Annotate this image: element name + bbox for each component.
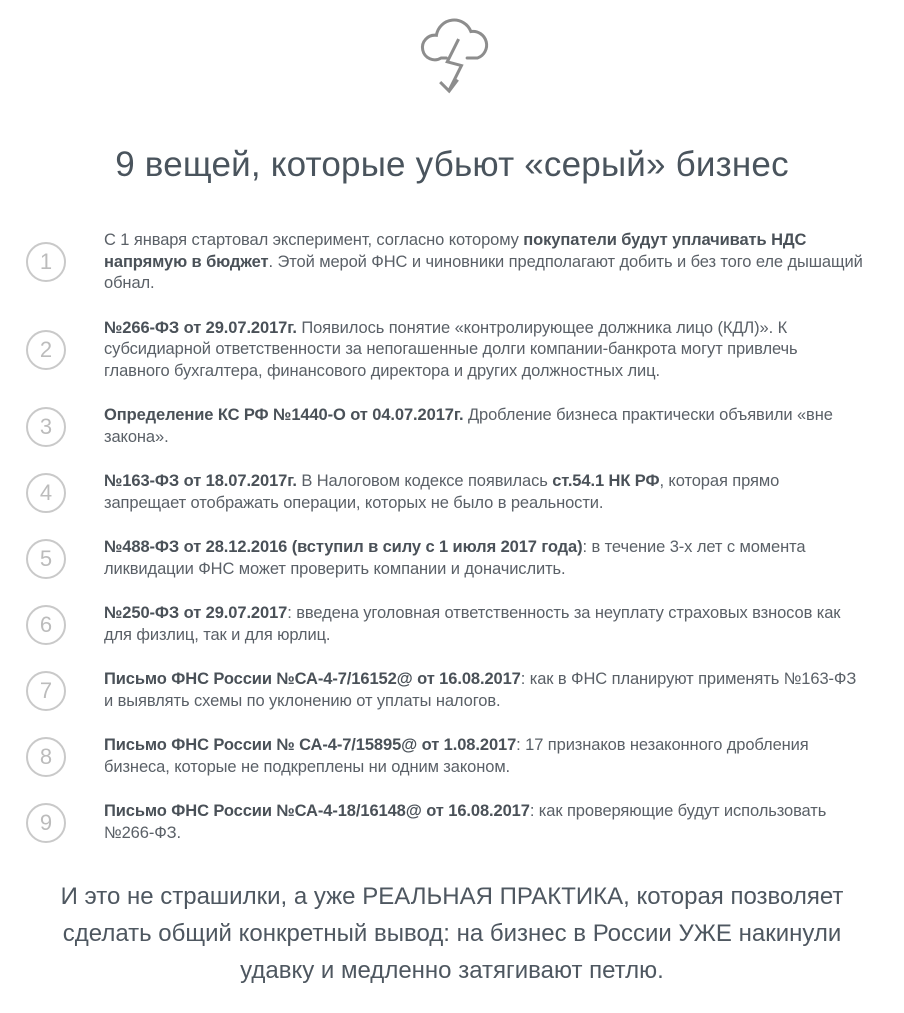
item-number-badge: 6	[26, 605, 66, 645]
item-number-badge: 5	[26, 539, 66, 579]
item-number-badge: 9	[26, 803, 66, 843]
text-segment: Дробление бизнеса практически объявили «вне закона».	[104, 406, 833, 446]
cloud-lightning-icon	[0, 0, 904, 110]
text-segment: С 1 января стартовал эксперимент, согласно которому	[104, 231, 524, 249]
item-number-badge: 1	[26, 242, 66, 282]
text-segment-bold: покупатели будут уплачивать НДС напрямую в бюджет	[104, 231, 807, 271]
text-segment-bold: Определение КС РФ №1440-О от 04.07.2017г.	[104, 406, 468, 424]
list-item	[26, 537, 864, 580]
item-number-badge: 3	[26, 407, 66, 447]
item-text	[104, 801, 864, 844]
item-text	[104, 603, 864, 646]
text-segment: . Этой мерой ФНС и чиновники предполагают добить и без того еле дышащий обнал.	[104, 252, 863, 292]
item-number-badge: 4	[26, 473, 66, 513]
list-item	[26, 735, 864, 778]
text-segment-bold: ст.54.1 НК РФ	[552, 472, 660, 490]
list-item	[26, 471, 864, 514]
item-text	[104, 537, 864, 580]
list-item	[26, 669, 864, 712]
text-segment: : как в ФНС планируют применять №163-ФЗ и выявлять схемы по уклонению от уплаты налогов.	[104, 670, 857, 710]
item-text	[104, 405, 864, 448]
list-item	[26, 230, 864, 295]
text-segment: , которая прямо запрещает отображать операции, которых не было в реальности.	[104, 472, 780, 512]
text-segment: : в течение 3-х лет с момента ликвидации ФНС может проверить компании и доначислить.	[104, 538, 806, 578]
page-title: 9 вещей, которые убьют «серый» бизнес	[115, 145, 789, 184]
conclusion-text: И это не страшилки, а уже РЕАЛЬНАЯ ПРАКТИКА, которая позволяет сделать общий конкретный вывод: на бизнес в России УЖЕ накинули удавку и медленно затягивают петлю.	[60, 883, 844, 984]
list-item	[26, 405, 864, 448]
list-item	[26, 801, 864, 844]
text-segment-bold: №488-ФЗ от 28.12.2016 (вступил в силу с 1 июля 2017 года)	[104, 538, 583, 556]
text-segment-bold: №266-ФЗ от 29.07.2017г.	[104, 318, 302, 337]
text-segment: : введена уголовная ответственность за неуплату страховых взносов как для физлиц, так и для юрлиц.	[104, 604, 841, 644]
list-item	[26, 603, 864, 646]
text-segment-bold: Письмо ФНС России № СА-4-7/15895@ от 1.08.2017	[104, 736, 517, 754]
item-number-badge: 2	[26, 330, 66, 370]
text-segment-bold: №163-ФЗ от 18.07.2017г.	[104, 472, 302, 490]
text-segment-bold: Письмо ФНС России №СА-4-18/16148@ от 16.08.2017	[104, 802, 530, 820]
item-text	[104, 318, 864, 383]
text-segment-bold: Письмо ФНС России №СА-4-7/16152@ от 16.08.2017	[104, 670, 521, 688]
item-text	[104, 230, 864, 295]
numbered-list	[0, 230, 904, 844]
text-segment: Появилось понятие «контролирующее должника лицо (КДЛ)». К субсидиарной ответственности за непогашенные долги компании-банкрота могут привлечь главного бухгалтера, финансового директора и других должностных лиц.	[104, 318, 798, 380]
text-segment-bold: №250-ФЗ от 29.07.2017	[104, 604, 288, 622]
text-segment: : 17 признаков незаконного дробления бизнеса, которые не подкреплены ни одним законом.	[104, 736, 809, 776]
item-number-badge: 8	[26, 737, 66, 777]
item-text	[104, 669, 864, 712]
text-segment: В Налоговом кодексе появилась	[301, 472, 553, 490]
list-item	[26, 318, 864, 383]
item-number-badge: 7	[26, 671, 66, 711]
item-text	[104, 471, 864, 514]
text-segment: : как проверяющие будут использовать №266-ФЗ.	[104, 802, 827, 842]
item-text	[104, 735, 864, 778]
